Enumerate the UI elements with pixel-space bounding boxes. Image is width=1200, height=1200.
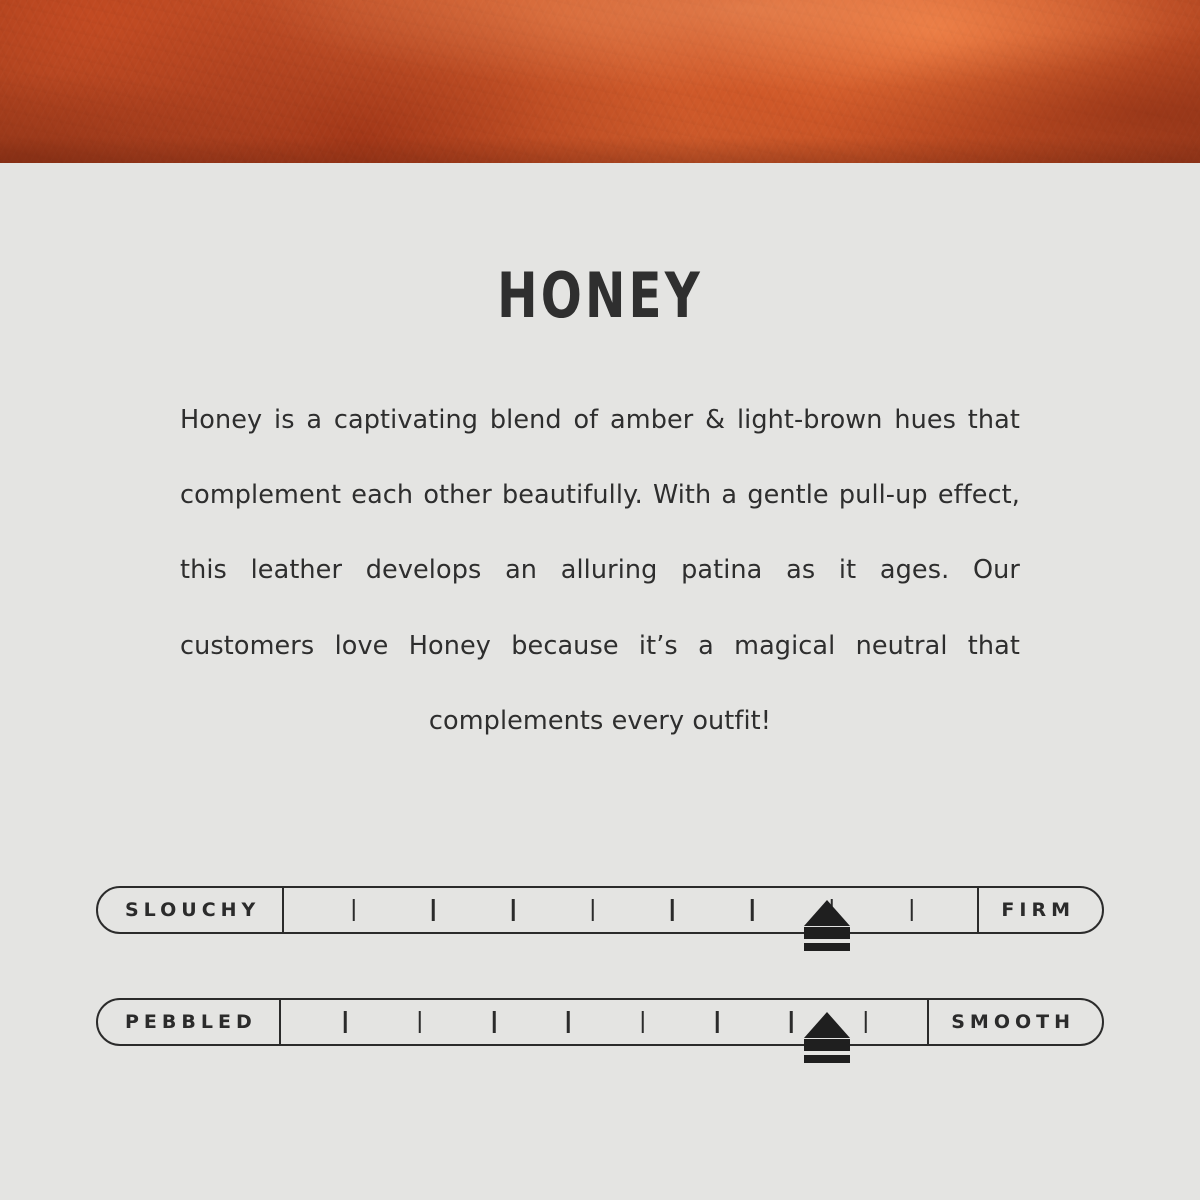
scale-tick [642, 1011, 645, 1033]
scale-tick [352, 899, 355, 921]
scale-firmness [96, 886, 1104, 942]
scale-texture [96, 998, 1104, 1054]
texture-marker[interactable] [804, 1012, 850, 1063]
scale-firmness-track[interactable] [96, 886, 1104, 934]
scale-tick [716, 1011, 719, 1033]
scale-tick [512, 899, 515, 921]
scale-tick [865, 1011, 868, 1033]
marker-bar-upper [804, 1039, 850, 1051]
scale-texture-track[interactable] [96, 998, 1104, 1046]
scale-texture-right-label: SMOOTH [927, 1000, 1102, 1044]
swatch-bottom-shadow [0, 137, 1200, 163]
scale-firmness-ticks [284, 888, 977, 932]
scale-firmness-right-label: FIRM [977, 888, 1102, 932]
scale-tick [751, 899, 754, 921]
description-text: Honey is a captivating blend of amber & light-brown hues that complement each other beautifully. With a gentle pull-up effect, this leather develops an alluring patina as it ages. Our customers love Honey because it’s a magical neutral that complements every outfit! [180, 405, 1020, 736]
marker-pointer-icon [804, 1012, 850, 1038]
marker-pointer-icon [804, 900, 850, 926]
scale-tick [418, 1011, 421, 1033]
firmness-marker[interactable] [804, 900, 850, 951]
scale-tick [432, 899, 435, 921]
scale-texture-left-label: PEBBLED [98, 1000, 281, 1044]
scale-tick [344, 1011, 347, 1033]
marker-bar-upper [804, 927, 850, 939]
scale-tick [790, 1011, 793, 1033]
page-title: HONEY [497, 259, 703, 332]
scale-tick [671, 899, 674, 921]
scale-tick [493, 1011, 496, 1033]
scale-tick [910, 899, 913, 921]
marker-bar-lower [804, 1055, 850, 1063]
marker-bar-lower [804, 943, 850, 951]
scale-tick [591, 899, 594, 921]
attribute-scales [0, 886, 1200, 1110]
leather-swatch-banner [0, 0, 1200, 163]
card-content [0, 163, 1200, 759]
scale-tick [567, 1011, 570, 1033]
scale-firmness-left-label: SLOUCHY [98, 888, 284, 932]
